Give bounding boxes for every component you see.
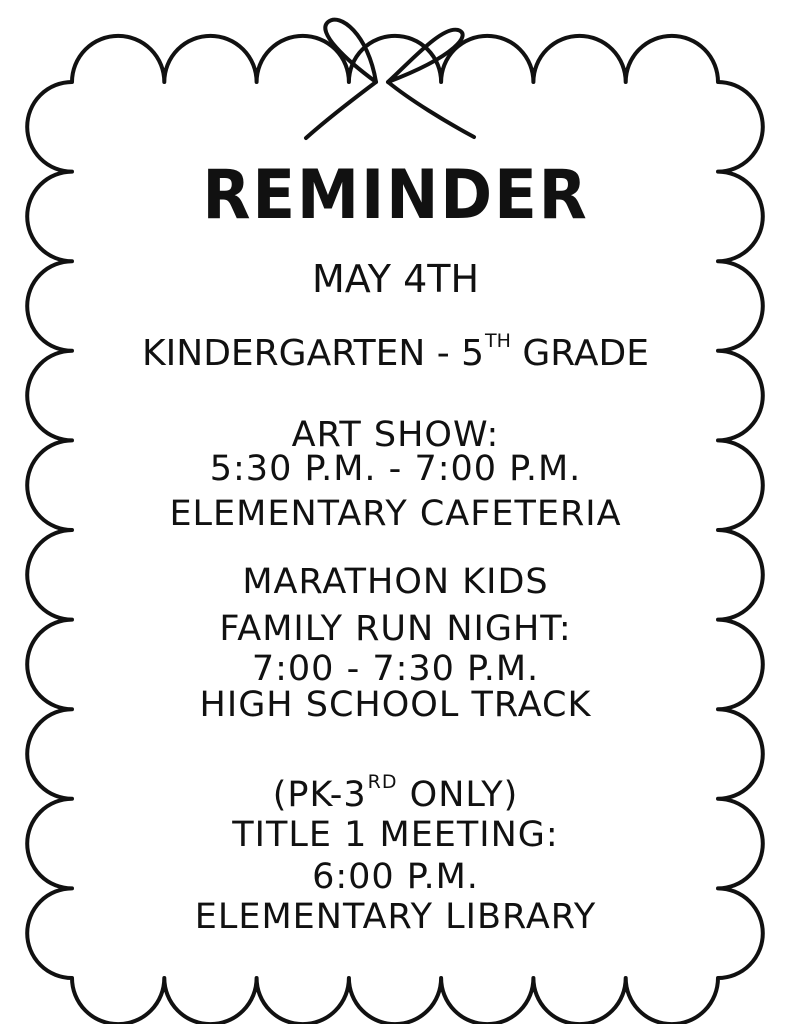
art-show-heading: ART SHOW: — [291, 415, 500, 455]
marathon-time: 7:00 - 7:30 P.M. — [251, 649, 540, 689]
grade-range-prefix: KINDERGARTEN - 5 — [142, 333, 485, 374]
grade-range — [0, 330, 791, 374]
art-show-time: 5:30 P.M. - 7:00 P.M. — [209, 449, 582, 489]
title1-heading: TITLE 1 MEETING: — [232, 815, 559, 855]
marathon-heading-line-2: FAMILY RUN NIGHT: — [219, 609, 572, 649]
title1-time: 6:00 P.M. — [312, 857, 479, 897]
title1-note-prefix: (PK-3 — [272, 775, 367, 815]
page-title: REMINDER — [202, 156, 589, 235]
title1-note-superscript: RD — [367, 771, 398, 793]
event-date: MAY 4TH — [311, 257, 480, 301]
art-show-location: ELEMENTARY CAFETERIA — [169, 494, 622, 534]
grade-range-superscript: TH — [485, 330, 511, 352]
marathon-heading-line-1: MARATHON KIDS — [242, 562, 549, 602]
title1-note — [0, 771, 791, 815]
grade-range-suffix: GRADE — [510, 333, 649, 374]
title1-note-suffix: ONLY) — [397, 775, 519, 815]
title1-location: ELEMENTARY LIBRARY — [194, 897, 597, 937]
marathon-location: HIGH SCHOOL TRACK — [199, 685, 592, 725]
